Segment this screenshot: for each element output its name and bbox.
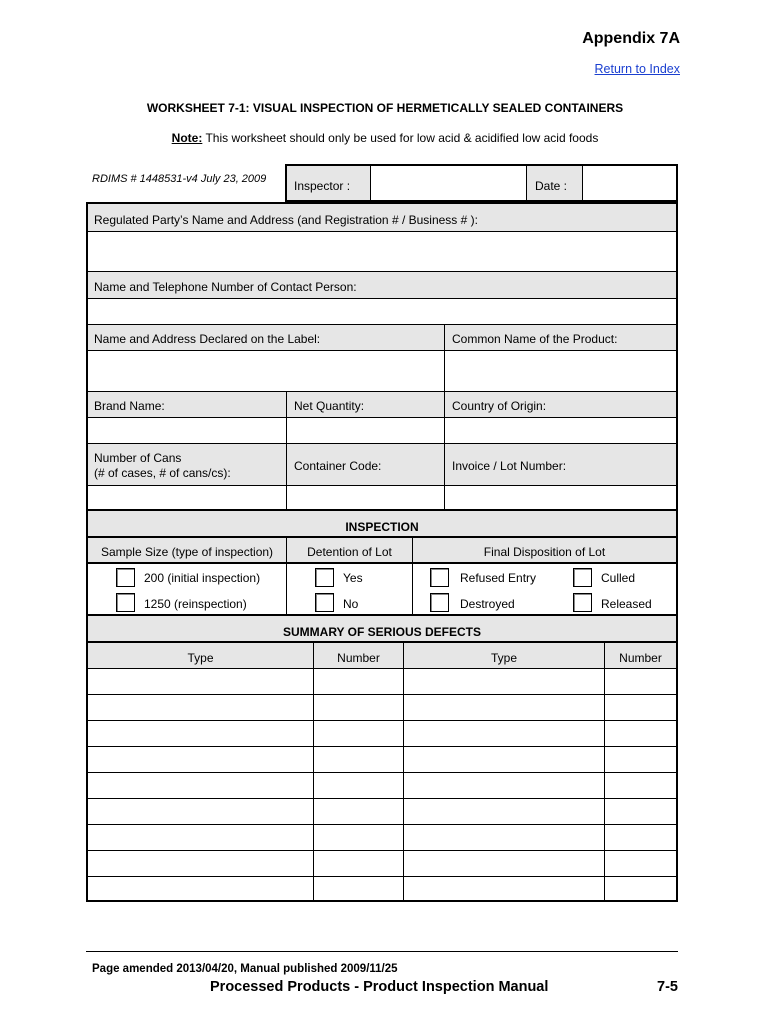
defect-type-cell[interactable] [404, 695, 605, 720]
common-name-label: Common Name of the Product: [452, 332, 618, 346]
inspection-heading: INSPECTION [345, 520, 419, 534]
label-name-address-label: Name and Address Declared on the Label: [94, 332, 321, 346]
defect-number-cell[interactable] [605, 825, 676, 850]
defect-type-cell[interactable] [88, 695, 314, 720]
note-text: This worksheet should only be used for low acid & acidified low acid foods [202, 131, 599, 145]
sample-size-header: Sample Size (type of inspection) [100, 545, 274, 559]
defects-heading: SUMMARY OF SERIOUS DEFECTS [282, 625, 482, 639]
defect-number-cell[interactable] [605, 851, 676, 876]
defect-type-cell[interactable] [88, 825, 314, 850]
footer-amended: Page amended 2013/04/20, Manual published 2009/11/25 [92, 963, 398, 975]
invoice-lot-input[interactable] [445, 486, 676, 509]
detention-options [287, 564, 413, 614]
detention-yes-label: Yes [343, 571, 363, 585]
regulated-party-label-row [88, 202, 676, 231]
detention-header-cell [287, 538, 413, 562]
defect-number-cell[interactable] [314, 877, 404, 900]
defect-number-cell[interactable] [314, 669, 404, 694]
rdims-reference: RDIMS # 1448531-v4 July 23, 2009 [92, 173, 267, 185]
final-disposition-options [413, 564, 676, 614]
defect-type-cell[interactable] [404, 773, 605, 798]
inspector-date-box [285, 164, 678, 202]
defect-type-cell[interactable] [88, 721, 314, 746]
date-label: Date : [535, 179, 568, 193]
defect-number-cell[interactable] [605, 773, 676, 798]
sample-200-checkbox[interactable] [116, 568, 135, 587]
detention-no-checkbox[interactable] [315, 593, 334, 612]
defect-type-cell[interactable] [404, 747, 605, 772]
defect-type-cell[interactable] [404, 877, 605, 900]
brand-name-label: Brand Name: [94, 399, 165, 413]
defect-type-cell[interactable] [88, 773, 314, 798]
final-disposition-header-cell [413, 538, 676, 562]
worksheet-title: WORKSHEET 7-1: VISUAL INSPECTION OF HERMETICALLY SEALED CONTAINERS [146, 101, 624, 115]
defect-type-cell[interactable] [404, 851, 605, 876]
defect-number-cell[interactable] [314, 825, 404, 850]
final-disposition-header: Final Disposition of Lot [483, 545, 606, 559]
number-header-cell-2 [605, 643, 676, 668]
common-name-input[interactable] [445, 351, 676, 391]
num-cans-label-1: Number of Cans [94, 451, 182, 465]
date-label-cell [527, 166, 583, 200]
defect-number-cell[interactable] [605, 877, 676, 900]
inspector-label-cell [287, 166, 371, 200]
net-quantity-input[interactable] [287, 418, 445, 443]
contact-person-input[interactable] [88, 298, 676, 324]
country-origin-label: Country of Origin: [452, 399, 547, 413]
refused-entry-label: Refused Entry [460, 571, 537, 585]
defect-number-cell[interactable] [605, 799, 676, 824]
return-to-index-link[interactable]: Return to Index [594, 62, 680, 76]
container-code-input[interactable] [287, 486, 445, 509]
sample-1250-label: 1250 (reinspection) [144, 597, 247, 611]
defect-rows [88, 668, 676, 900]
label-name-address-input[interactable] [88, 351, 445, 391]
defect-type-cell[interactable] [404, 799, 605, 824]
cans-row [88, 443, 676, 485]
defect-number-cell[interactable] [314, 747, 404, 772]
num-cans-label-2: (# of cases, # of cans/cs): [94, 466, 231, 480]
inspection-form [86, 202, 678, 902]
defect-number-cell[interactable] [314, 851, 404, 876]
defect-type-cell[interactable] [88, 799, 314, 824]
contact-person-label: Name and Telephone Number of Contact Person: [94, 280, 357, 294]
sample-size-options [88, 564, 287, 614]
regulated-party-input[interactable] [88, 231, 676, 271]
released-checkbox[interactable] [573, 593, 592, 612]
number-header-cell-1 [314, 643, 404, 668]
invoice-lot-cell [445, 444, 676, 485]
type-header-cell-2 [404, 643, 605, 668]
worksheet-note [0, 131, 770, 145]
common-name-cell [445, 325, 676, 350]
defect-row [88, 694, 676, 720]
type-header-2: Type [490, 651, 517, 665]
date-input[interactable] [583, 166, 676, 200]
container-code-label: Container Code: [294, 459, 382, 473]
net-quantity-label: Net Quantity: [294, 399, 365, 413]
defect-number-cell[interactable] [314, 773, 404, 798]
defect-type-cell[interactable] [88, 877, 314, 900]
defect-type-cell[interactable] [88, 747, 314, 772]
defect-row [88, 824, 676, 850]
defect-type-cell[interactable] [404, 721, 605, 746]
inspector-input[interactable] [371, 166, 527, 200]
defect-type-cell[interactable] [404, 825, 605, 850]
container-code-cell [287, 444, 445, 485]
number-header-2: Number [619, 651, 662, 665]
inspector-label: Inspector : [294, 179, 351, 193]
defects-heading-row [88, 614, 676, 641]
footer-divider [86, 951, 678, 952]
defect-number-cell[interactable] [314, 695, 404, 720]
defect-row [88, 772, 676, 798]
defect-row [88, 720, 676, 746]
sample-1250-checkbox[interactable] [116, 593, 135, 612]
label-name-address-cell [88, 325, 445, 350]
defect-row [88, 746, 676, 772]
sample-size-header-cell [88, 538, 287, 562]
defect-type-cell[interactable] [404, 669, 605, 694]
footer-page-number: 7-5 [657, 979, 678, 995]
contact-label-row [88, 271, 676, 298]
appendix-label: Appendix 7A [582, 30, 680, 47]
label-common-name-input-row [88, 350, 676, 391]
sample-200-label: 200 (initial inspection) [144, 571, 261, 585]
num-cans-input[interactable] [88, 486, 287, 509]
detention-no-label: No [343, 597, 359, 611]
refused-entry-checkbox[interactable] [430, 568, 449, 587]
defects-headers-row [88, 641, 676, 668]
brand-input-row [88, 417, 676, 443]
released-label: Released [601, 597, 652, 611]
defect-row [88, 850, 676, 876]
number-header-1: Number [337, 651, 380, 665]
country-origin-input[interactable] [445, 418, 676, 443]
defect-number-cell[interactable] [605, 747, 676, 772]
type-header-cell-1 [88, 643, 314, 668]
brand-name-cell [88, 392, 287, 417]
defect-number-cell[interactable] [605, 695, 676, 720]
inspection-heading-row [88, 509, 676, 536]
defect-row [88, 876, 676, 900]
destroyed-checkbox[interactable] [430, 593, 449, 612]
defect-number-cell[interactable] [605, 721, 676, 746]
footer-manual-title: Processed Products - Product Inspection Manual [210, 979, 549, 995]
note-label: Note: [171, 131, 203, 145]
defect-row [88, 668, 676, 694]
regulated-party-label: Regulated Party’s Name and Address (and Registration # / Business # ): [94, 213, 478, 227]
defect-number-cell[interactable] [605, 669, 676, 694]
detention-header: Detention of Lot [307, 545, 392, 559]
inspection-headers-row [88, 536, 676, 562]
inspection-options-row [88, 562, 676, 614]
brand-name-input[interactable] [88, 418, 287, 443]
country-origin-cell [445, 392, 676, 417]
net-quantity-cell [287, 392, 445, 417]
brand-row [88, 391, 676, 417]
num-cans-cell [88, 444, 287, 485]
type-header-1: Type [187, 651, 214, 665]
detention-yes-checkbox[interactable] [315, 568, 334, 587]
invoice-lot-label: Invoice / Lot Number: [452, 459, 567, 473]
cans-input-row [88, 485, 676, 509]
defect-number-cell[interactable] [314, 799, 404, 824]
label-common-name-row [88, 324, 676, 350]
defect-number-cell[interactable] [314, 721, 404, 746]
defect-type-cell[interactable] [88, 851, 314, 876]
defect-row [88, 798, 676, 824]
destroyed-label: Destroyed [460, 597, 515, 611]
culled-label: Culled [601, 571, 636, 585]
defect-type-cell[interactable] [88, 669, 314, 694]
culled-checkbox[interactable] [573, 568, 592, 587]
